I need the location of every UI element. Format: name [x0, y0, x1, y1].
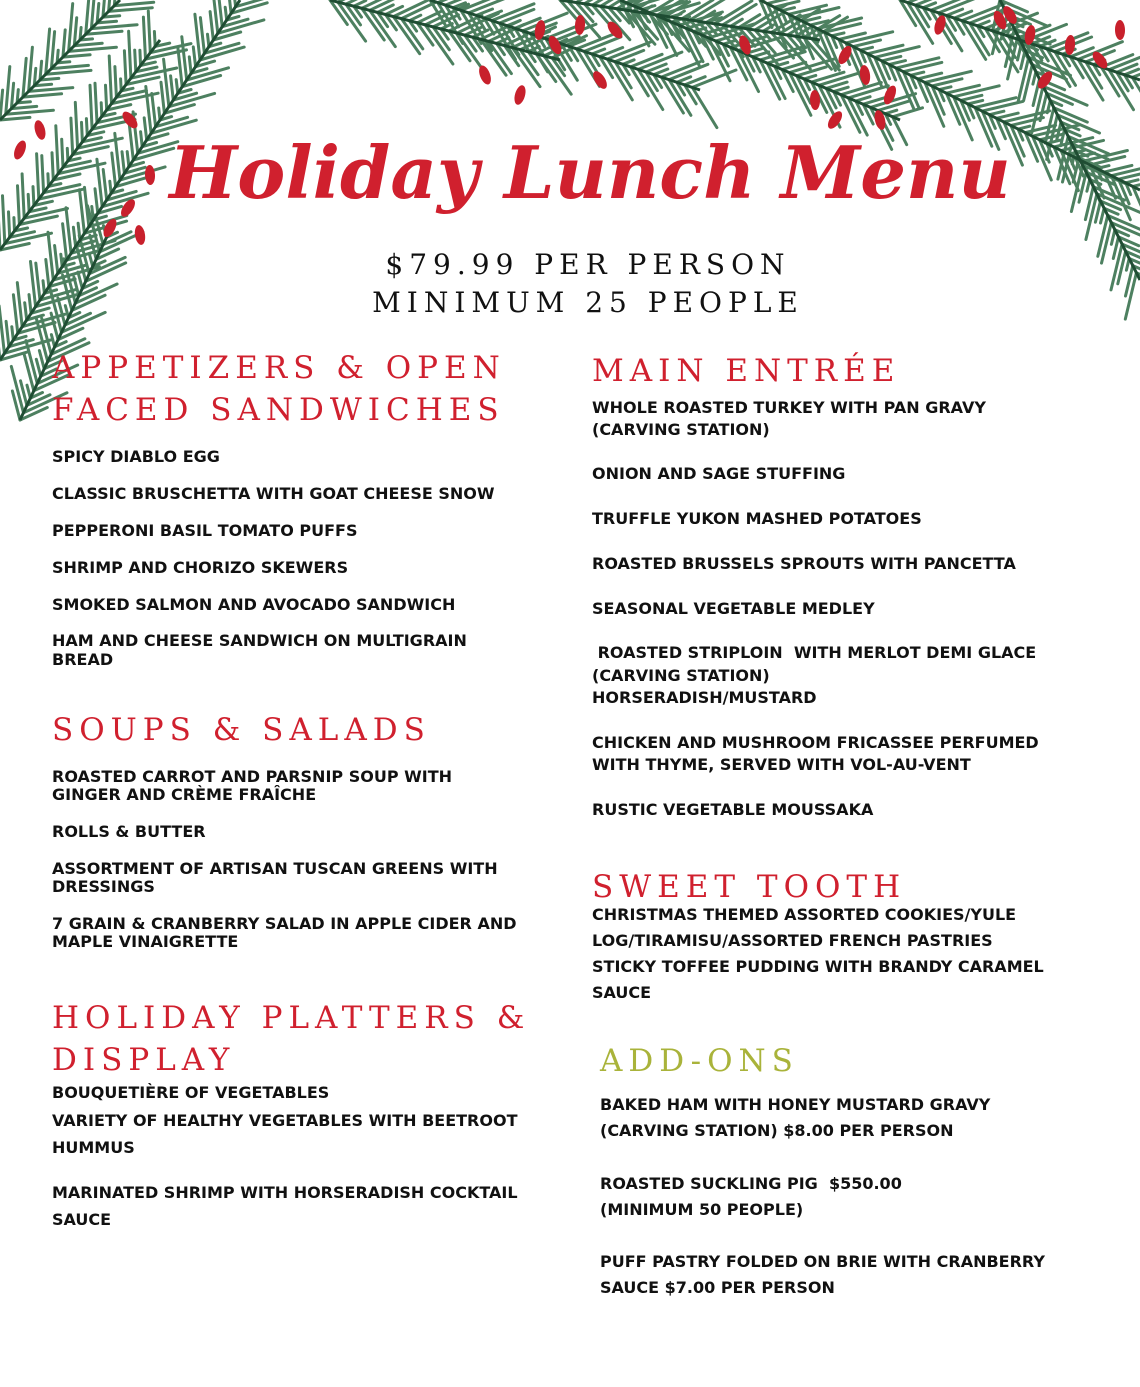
menu-item: SAUCE $7.00 PER PERSON: [600, 1278, 835, 1297]
addons-heading: ADD-ONS: [600, 1043, 799, 1079]
price-per-person: $79.99 PER PERSON: [385, 248, 791, 281]
menu-item: SPICY DIABLO EGG: [52, 447, 220, 466]
menu-item: WITH THYME, SERVED WITH VOL-AU-VENT: [592, 755, 971, 774]
menu-item: STICKY TOFFEE PUDDING WITH BRANDY CARAMEL: [592, 957, 1044, 976]
menu-item: ROASTED BRUSSELS SPROUTS WITH PANCETTA: [592, 554, 1016, 573]
menu-item: BAKED HAM WITH HONEY MUSTARD GRAVY: [600, 1095, 991, 1114]
menu-item: RUSTIC VEGETABLE MOUSSAKA: [592, 800, 874, 819]
menu-item: SMOKED SALMON AND AVOCADO SANDWICH: [52, 595, 456, 614]
menu-item: ROLLS & BUTTER: [52, 822, 206, 841]
menu-item: HUMMUS: [52, 1138, 135, 1157]
menu-item: ROASTED STRIPLOIN WITH MERLOT DEMI GLACE: [592, 643, 1037, 662]
menu-item: SEASONAL VEGETABLE MEDLEY: [592, 599, 875, 618]
minimum-people: MINIMUM 25 PEOPLE: [372, 286, 804, 319]
menu-item: ASSORTMENT OF ARTISAN TUSCAN GREENS WITH: [52, 859, 498, 878]
menu-item: SHRIMP AND CHORIZO SKEWERS: [52, 558, 349, 577]
menu-item: CHICKEN AND MUSHROOM FRICASSEE PERFUMED: [592, 733, 1039, 752]
menu-item: BOUQUETIÈRE OF VEGETABLES: [52, 1083, 330, 1102]
sweets-heading: SWEET TOOTH: [592, 869, 907, 905]
appetizers-heading-line2: FACED SANDWICHES: [52, 392, 505, 428]
platters-heading-line2: DISPLAY: [52, 1042, 236, 1078]
menu-item: SAUCE: [592, 983, 652, 1002]
menu-item: MAPLE VINAIGRETTE: [52, 932, 239, 951]
menu-item: 7 GRAIN & CRANBERRY SALAD IN APPLE CIDER AND: [52, 914, 517, 933]
menu-item: CHRISTMAS THEMED ASSORTED COOKIES/YULE: [592, 905, 1017, 924]
appetizers-heading-line1: APPETIZERS & OPEN: [52, 350, 506, 386]
menu-item: SAUCE: [52, 1210, 112, 1229]
platters-section: [52, 997, 562, 1081]
menu-item: LOG/TIRAMISU/ASSORTED FRENCH PASTRIES: [592, 931, 993, 950]
menu-title: Holiday Lunch Menu: [169, 130, 1011, 215]
menu-item: (CARVING STATION) $8.00 PER PERSON: [600, 1121, 954, 1140]
soups-heading: SOUPS & SALADS: [52, 712, 431, 748]
menu-item: PUFF PASTRY FOLDED ON BRIE WITH CRANBERRY: [600, 1252, 1045, 1271]
menu-item: GINGER AND CRÈME FRAÎCHE: [52, 785, 317, 804]
menu-item: WHOLE ROASTED TURKEY WITH PAN GRAVY: [592, 398, 986, 417]
menu-item: MARINATED SHRIMP WITH HORSERADISH COCKTAIL: [52, 1183, 518, 1202]
menu-item: BREAD: [52, 650, 114, 669]
menu-item: HORSERADISH/MUSTARD: [592, 688, 817, 707]
menu-item: (CARVING STATION): [592, 420, 770, 439]
menu-item: ROASTED CARROT AND PARSNIP SOUP WITH: [52, 767, 453, 786]
menu-item: DRESSINGS: [52, 877, 155, 896]
menu-item: (MINIMUM 50 PEOPLE): [600, 1200, 804, 1219]
menu-item: ONION AND SAGE STUFFING: [592, 464, 846, 483]
menu-item: (CARVING STATION): [592, 666, 770, 685]
menu-item: CLASSIC BRUSCHETTA WITH GOAT CHEESE SNOW: [52, 484, 495, 503]
menu-item: ROASTED SUCKLING PIG $550.00: [600, 1174, 902, 1193]
menu-item: TRUFFLE YUKON MASHED POTATOES: [592, 509, 922, 528]
mains-heading: MAIN ENTRÉE: [592, 353, 901, 389]
menu-item: HAM AND CHEESE SANDWICH ON MULTIGRAIN: [52, 631, 467, 650]
menu-item: VARIETY OF HEALTHY VEGETABLES WITH BEETROOT: [52, 1111, 518, 1130]
menu-item: PEPPERONI BASIL TOMATO PUFFS: [52, 521, 358, 540]
platters-heading-line1: HOLIDAY PLATTERS &: [52, 1000, 531, 1036]
appetizers-section: [52, 347, 562, 431]
